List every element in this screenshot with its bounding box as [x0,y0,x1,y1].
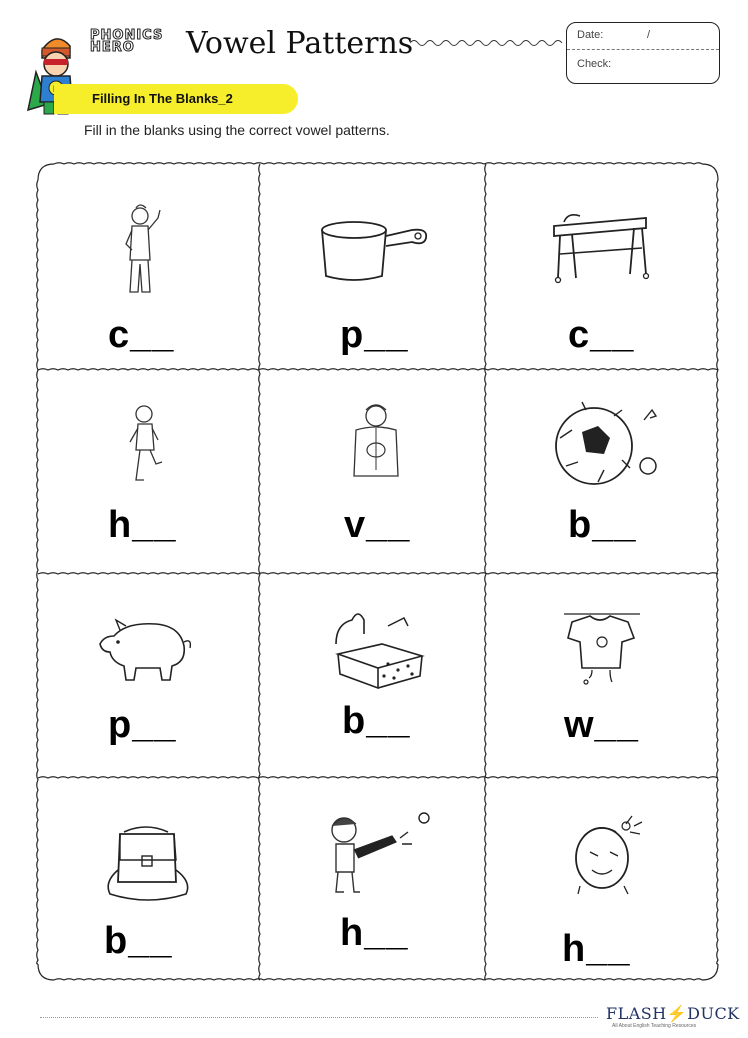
footer-rule [40,1017,598,1018]
word-blank: p__ [108,704,177,746]
word-blank: h__ [562,928,631,970]
card-10 [34,778,258,980]
brand-wordmark [90,30,182,54]
saucepan-icon [320,216,432,286]
card-6 [490,370,714,572]
grid-wavy-line [259,164,260,980]
card-4 [34,370,258,572]
waving-man-icon [112,200,172,300]
lightning-bolt-icon: ⚡ [666,1004,688,1023]
card-2 [262,164,486,366]
bed-icon [328,604,428,690]
grid-wavy-line [717,180,718,964]
pig-icon [96,612,196,688]
word-blank: h__ [340,912,409,954]
word-blank: w__ [564,704,639,746]
veterinarian-icon [344,400,408,480]
wet-shirt-icon [562,608,642,694]
word-blank: h__ [108,504,177,546]
card-3 [490,164,714,366]
word-blank: c__ [108,314,175,356]
check-label: Check: [577,58,612,70]
instructions-text: Fill in the blanks using the correct vowel patterns. [84,122,390,138]
worksheet-grid [34,160,722,984]
brand-line-2: HERO [90,40,135,55]
title-wave-divider [410,36,566,50]
date-separator: / [647,29,651,41]
card-7 [34,574,258,776]
check-row [567,50,719,70]
card-11 [262,778,486,980]
logo-right-text: DUCK [687,1004,740,1023]
word-blank: b__ [568,504,637,546]
folding-cot-icon [550,204,650,284]
big-ball-icon [552,396,662,496]
word-blank: p__ [340,314,409,356]
brand-line-1: PHONICS [90,28,164,43]
word-blank: v__ [344,504,411,546]
bag-icon [100,820,196,904]
word-blank: b__ [104,920,173,962]
word-blank: c__ [568,314,635,356]
card-12 [490,778,714,980]
hopping-child-icon [122,400,168,490]
card-1 [34,164,258,366]
hurt-head-icon [570,812,650,898]
logo-tagline: All About English Teaching Resources [612,1023,697,1029]
word-blank: b__ [342,700,411,742]
subtitle-banner: Filling In The Blanks_2 [54,84,298,114]
card-9 [490,574,714,776]
card-5 [262,370,486,572]
logo-left-text: FLASH [606,1004,667,1023]
boy-hitting-ball-icon [322,808,432,898]
page-title: Vowel Patterns [186,26,414,61]
date-check-box [566,22,720,84]
date-row [567,23,719,50]
flash-duck-logo [606,1004,740,1023]
date-label: Date: [577,29,604,41]
card-8 [262,574,486,776]
